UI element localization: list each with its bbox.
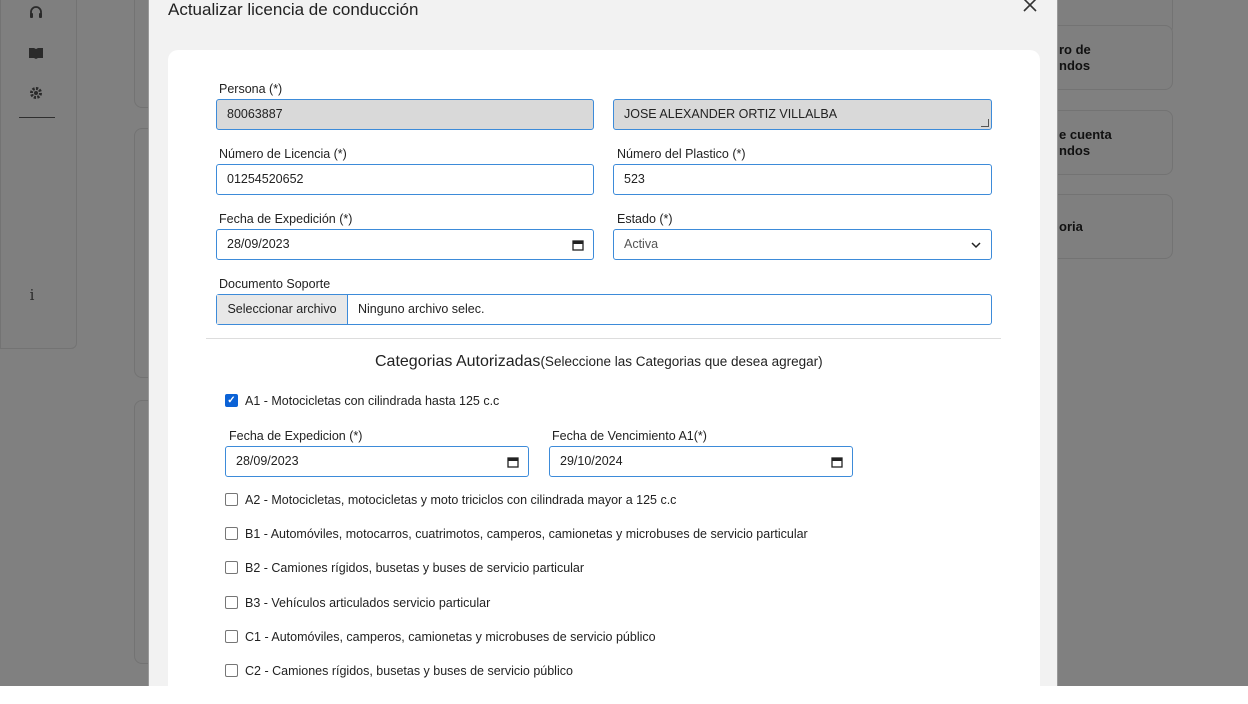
- background-card: [1040, 110, 1173, 175]
- persona-id-input[interactable]: 80063887: [216, 99, 594, 130]
- estado-label: Estado (*): [617, 212, 673, 226]
- checkbox-b3[interactable]: [225, 596, 238, 609]
- checkbox-b2[interactable]: [225, 561, 238, 574]
- checkbox-c1[interactable]: [225, 630, 238, 643]
- close-icon: [1022, 0, 1038, 13]
- label-b2: B2 - Camiones rígidos, busetas y buses de servicio particular: [245, 561, 585, 575]
- chevron-down-icon: [970, 230, 982, 262]
- a1-vencimiento-label: Fecha de Vencimiento A1(*): [552, 429, 707, 443]
- a1-expedicion-date-input[interactable]: [225, 446, 529, 477]
- label-b1: B1 - Automóviles, motocarros, cuatrimotos, camperos, camionetas y microbuses de servicio particular: [245, 527, 808, 541]
- gear-icon[interactable]: [27, 85, 45, 103]
- a1-expedicion-value: 28/09/2023: [236, 454, 299, 468]
- expedicion-date-value: 28/09/2023: [227, 237, 290, 251]
- a1-vencimiento-value: 29/10/2024: [560, 454, 623, 468]
- plastico-label: Número del Plastico (*): [617, 147, 746, 161]
- categories-title-text: Categorias Autorizadas: [375, 353, 541, 370]
- calendar-icon[interactable]: [572, 230, 584, 262]
- sidebar: [0, 0, 77, 349]
- licencia-input[interactable]: 01254520652: [216, 164, 594, 195]
- label-b3: B3 - Vehículos articulados servicio particular: [245, 596, 491, 610]
- checkbox-a2[interactable]: [225, 493, 238, 506]
- soporte-label: Documento Soporte: [219, 277, 331, 291]
- persona-name-textarea[interactable]: [613, 99, 992, 130]
- a1-expedicion-label: Fecha de Expedicion (*): [229, 429, 363, 443]
- card-text: e cuenta: [1059, 127, 1112, 142]
- select-file-button[interactable]: Seleccionar archivo: [217, 295, 348, 324]
- estado-select[interactable]: [613, 229, 992, 260]
- calendar-icon[interactable]: [507, 447, 519, 479]
- label-c1: C1 - Automóviles, camperos, camionetas y microbuses de servicio público: [245, 630, 656, 644]
- sidebar-divider: [19, 117, 55, 118]
- checkbox-c2[interactable]: [225, 664, 238, 677]
- card-text: ro de: [1059, 42, 1091, 57]
- background-card: [1040, 194, 1173, 259]
- info-icon[interactable]: i: [29, 286, 35, 304]
- label-c2: C2 - Camiones rígidos, busetas y buses de servicio público: [245, 664, 573, 678]
- categories-subtitle: (Seleccione las Categorias que desea agregar): [540, 354, 823, 369]
- license-modal: [148, 0, 1058, 686]
- checkbox-a1[interactable]: ✓: [225, 394, 238, 407]
- categories-title: [375, 353, 823, 371]
- licencia-label: Número de Licencia (*): [219, 147, 347, 161]
- headset-icon[interactable]: [27, 5, 45, 23]
- form-panel: [168, 50, 1040, 686]
- estado-value: Activa: [624, 237, 659, 251]
- close-button[interactable]: [1019, 0, 1041, 17]
- card-text: ndos: [1059, 143, 1091, 158]
- section-divider: [206, 338, 1001, 339]
- calendar-icon[interactable]: [831, 447, 843, 479]
- persona-name-value: JOSE ALEXANDER ORTIZ VILLALBA: [624, 107, 838, 121]
- modal-title: Actualizar licencia de conducción: [168, 0, 419, 19]
- resize-handle[interactable]: [981, 119, 989, 127]
- plastico-input[interactable]: 523: [613, 164, 992, 195]
- label-a2: A2 - Motocicletas, motocicletas y moto triciclos con cilindrada mayor a 125 c.c: [245, 493, 677, 507]
- expedicion-label: Fecha de Expedición (*): [219, 212, 353, 226]
- card-text: ndos: [1059, 58, 1091, 73]
- persona-label: Persona (*): [219, 82, 283, 96]
- background-card: [1040, 25, 1173, 90]
- a1-vencimiento-date-input[interactable]: [549, 446, 853, 477]
- checkbox-b1[interactable]: [225, 527, 238, 540]
- expedicion-date-input[interactable]: [216, 229, 594, 260]
- card-text: oria: [1059, 219, 1083, 234]
- book-icon[interactable]: [27, 45, 45, 63]
- label-a1: A1 - Motocicletas con cilindrada hasta 125 c.c: [245, 394, 500, 408]
- selected-file-name: Ninguno archivo selec.: [358, 302, 485, 316]
- soporte-file-input[interactable]: [216, 294, 992, 325]
